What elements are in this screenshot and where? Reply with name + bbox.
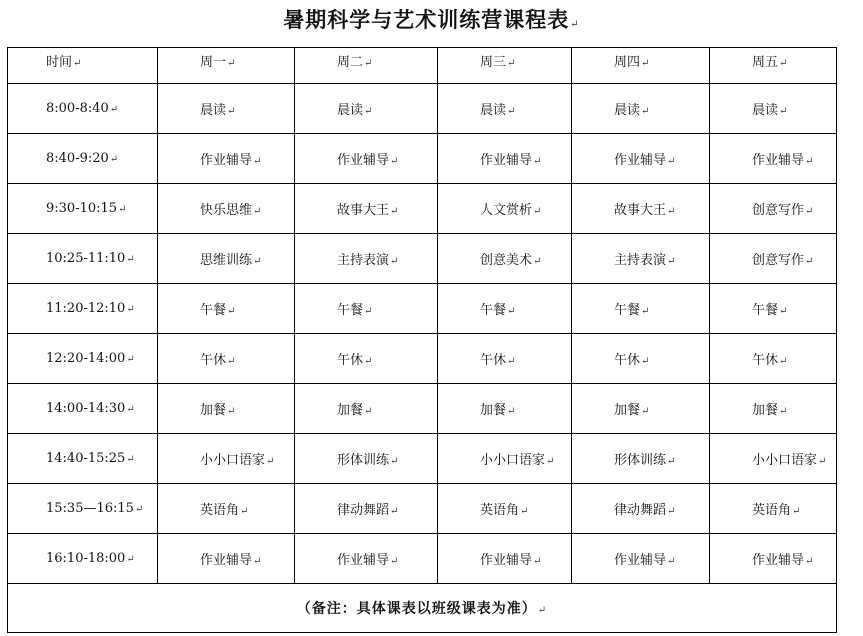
course-cell-mon: 作业辅导↵ xyxy=(158,534,295,584)
schedule-table xyxy=(7,47,837,633)
course-cell-fri: 小小口语家↵ xyxy=(710,434,837,484)
title-text: 暑期科学与艺术训练营课程表 xyxy=(283,7,570,32)
course-cell-wed: 午休↵ xyxy=(438,334,572,384)
course-cell-mon: 英语角↵ xyxy=(158,484,295,534)
note-row xyxy=(8,584,837,633)
course-cell-fri: 创意写作↵ xyxy=(710,184,837,234)
course-cell-tue: 形体训练↵ xyxy=(295,434,438,484)
course-cell-fri: 作业辅导↵ xyxy=(710,134,837,184)
course-cell-tue: 午餐↵ xyxy=(295,284,438,334)
course-cell-thu: 作业辅导↵ xyxy=(572,134,710,184)
course-cell-wed: 作业辅导↵ xyxy=(438,534,572,584)
course-cell-tue: 晨读↵ xyxy=(295,84,438,134)
time-cell: 14:00-14:30↵ xyxy=(8,384,158,434)
time-cell: 8:00-8:40↵ xyxy=(8,84,158,134)
course-cell-thu: 加餐↵ xyxy=(572,384,710,434)
course-cell-thu: 作业辅导↵ xyxy=(572,534,710,584)
table-row xyxy=(8,484,837,534)
course-cell-fri: 午休↵ xyxy=(710,334,837,384)
course-cell-tue: 主持表演↵ xyxy=(295,234,438,284)
time-cell: 14:40-15:25↵ xyxy=(8,434,158,484)
header-cell-fri: 周五↵ xyxy=(710,48,837,84)
course-cell-mon: 快乐思维↵ xyxy=(158,184,295,234)
table-row xyxy=(8,284,837,334)
course-cell-mon: 思维训练↵ xyxy=(158,234,295,284)
course-cell-fri: 加餐↵ xyxy=(710,384,837,434)
course-cell-thu: 故事大王↵ xyxy=(572,184,710,234)
course-cell-wed: 创意美术↵ xyxy=(438,234,572,284)
course-cell-wed: 小小口语家↵ xyxy=(438,434,572,484)
course-cell-fri: 晨读↵ xyxy=(710,84,837,134)
time-cell: 15:35—16:15↵ xyxy=(8,484,158,534)
course-cell-wed: 晨读↵ xyxy=(438,84,572,134)
course-cell-thu: 晨读↵ xyxy=(572,84,710,134)
course-cell-tue: 故事大王↵ xyxy=(295,184,438,234)
page-title xyxy=(0,4,863,34)
time-cell: 9:30-10:15↵ xyxy=(8,184,158,234)
time-cell: 11:20-12:10↵ xyxy=(8,284,158,334)
course-cell-mon: 小小口语家↵ xyxy=(158,434,295,484)
course-cell-thu: 形体训练↵ xyxy=(572,434,710,484)
course-cell-mon: 晨读↵ xyxy=(158,84,295,134)
course-cell-thu: 午休↵ xyxy=(572,334,710,384)
course-cell-wed: 英语角↵ xyxy=(438,484,572,534)
course-cell-wed: 加餐↵ xyxy=(438,384,572,434)
course-cell-mon: 加餐↵ xyxy=(158,384,295,434)
header-cell-wed: 周三↵ xyxy=(438,48,572,84)
header-cell-tue: 周二↵ xyxy=(295,48,438,84)
table-row xyxy=(8,334,837,384)
time-cell: 16:10-18:00↵ xyxy=(8,534,158,584)
header-row xyxy=(8,48,837,84)
table-row xyxy=(8,84,837,134)
header-cell-time: 时间↵ xyxy=(8,48,158,84)
time-cell: 12:20-14:00↵ xyxy=(8,334,158,384)
course-cell-wed: 午餐↵ xyxy=(438,284,572,334)
time-cell: 8:40-9:20↵ xyxy=(8,134,158,184)
course-cell-thu: 律动舞蹈↵ xyxy=(572,484,710,534)
table-row xyxy=(8,534,837,584)
course-cell-tue: 作业辅导↵ xyxy=(295,534,438,584)
table-row xyxy=(8,434,837,484)
note-cell: （备注：具体课表以班级课表为准）↵ xyxy=(8,584,837,633)
course-cell-tue: 作业辅导↵ xyxy=(295,134,438,184)
course-cell-fri: 作业辅导↵ xyxy=(710,534,837,584)
course-cell-thu: 主持表演↵ xyxy=(572,234,710,284)
course-cell-tue: 午休↵ xyxy=(295,334,438,384)
course-cell-tue: 律动舞蹈↵ xyxy=(295,484,438,534)
table-row xyxy=(8,234,837,284)
table-row xyxy=(8,184,837,234)
paragraph-mark: ↵ xyxy=(570,19,580,30)
course-cell-mon: 午休↵ xyxy=(158,334,295,384)
header-cell-mon: 周一↵ xyxy=(158,48,295,84)
course-cell-wed: 作业辅导↵ xyxy=(438,134,572,184)
table-row xyxy=(8,384,837,434)
course-cell-fri: 创意写作↵ xyxy=(710,234,837,284)
course-cell-mon: 作业辅导↵ xyxy=(158,134,295,184)
course-cell-thu: 午餐↵ xyxy=(572,284,710,334)
course-cell-fri: 午餐↵ xyxy=(710,284,837,334)
course-cell-tue: 加餐↵ xyxy=(295,384,438,434)
header-cell-thu: 周四↵ xyxy=(572,48,710,84)
course-cell-mon: 午餐↵ xyxy=(158,284,295,334)
course-cell-fri: 英语角↵ xyxy=(710,484,837,534)
table-row xyxy=(8,134,837,184)
course-cell-wed: 人文赏析↵ xyxy=(438,184,572,234)
time-cell: 10:25-11:10↵ xyxy=(8,234,158,284)
